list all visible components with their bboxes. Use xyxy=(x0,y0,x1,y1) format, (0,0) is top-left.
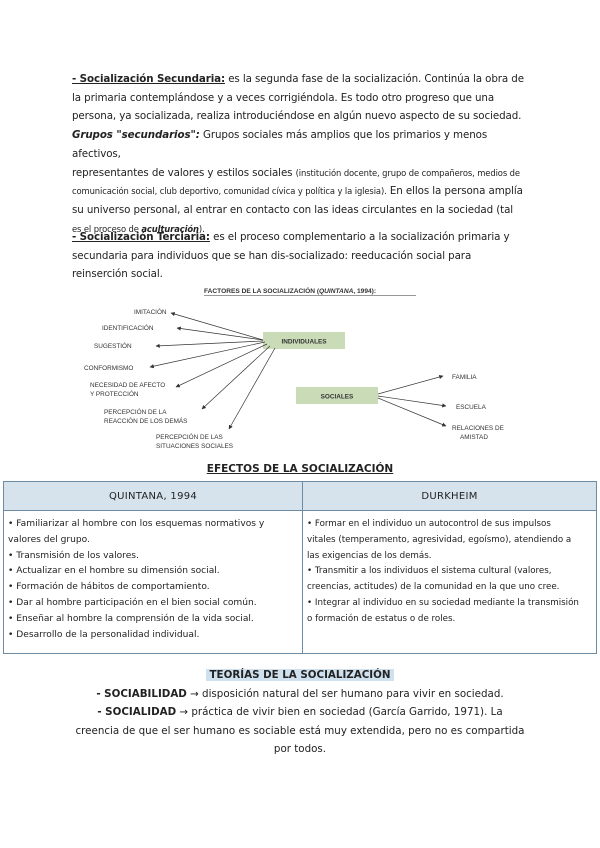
grupos-label: Grupos "secundarios": xyxy=(72,129,200,142)
socialidad-label: - SOCIALIDAD xyxy=(97,706,177,718)
text-line: por todos. xyxy=(273,743,327,755)
text-line: → práctica de vivir bien en sociedad (García Garrido, 1971). La xyxy=(176,706,503,718)
factor-label: IDENTIFICACIÓN xyxy=(102,325,154,332)
effect-line: o formación de estatus o de roles. xyxy=(307,613,456,624)
efectos-title: EFECTOS DE LA SOCIALIZACIÓN xyxy=(206,463,394,475)
factor-label: NECESIDAD DE AFECTO xyxy=(90,382,166,389)
effect-line: • Familiarizar al hombre con los esquemas normativos y xyxy=(8,519,265,529)
effect-line: • Transmisión de los valores. xyxy=(8,550,139,561)
teorias-section xyxy=(60,666,540,759)
text-small: es el proceso de xyxy=(72,223,142,234)
text-line: la primaria contemplándose y a veces corrigiéndola. Es todo otro progreso que una xyxy=(72,91,495,104)
effect-line: • Enseñar al hombre la comprensión de la vida social. xyxy=(8,613,254,624)
secundaria-label: - Socialización Secundaria: xyxy=(72,73,226,85)
text-line: su universo personal, al entrar en contacto con las ideas circulantes en la sociedad (tal xyxy=(72,203,514,216)
factor-label: PERCEPCIÓN DE LA xyxy=(104,409,167,416)
text-line: es el proceso complementario a la socialización primaria y xyxy=(209,231,510,243)
text-line: creencia de que el ser humano es sociable está muy extendida, pero no es compartida xyxy=(75,724,525,737)
effect-line: • Actualizar en el hombre su dimensión social. xyxy=(8,566,220,577)
factor-label: SUGESTIÓN xyxy=(94,343,132,350)
text-small: comunicación social, club deportivo, comunidad cívica y política y la iglesia). xyxy=(72,186,387,197)
effect-line: • Desarrollo de la personalidad individual. xyxy=(8,629,200,640)
effect-line: • Transmitir a los individuos el sistema cultural (valores, xyxy=(307,566,552,577)
quintana-cell xyxy=(4,511,303,654)
text-line: Grupos sociales más amplios que los primarios y menos afectivos, xyxy=(72,129,488,160)
effect-line: vitales (temperamento, agresividad, egoísmo), atendiendo a xyxy=(307,534,572,545)
factor-label: SITUACIONES SOCIALES xyxy=(156,443,234,450)
text-line: → disposición natural del ser humano para vivir en sociedad. xyxy=(186,687,504,700)
effect-line: • Dar al hombre participación en el bien social común. xyxy=(8,597,257,608)
text-line: persona, ya socializada, realiza introduciéndose en algún nuevo aspecto de su sociedad. xyxy=(72,110,522,123)
effect-line: • Formar en el individuo un autocontrol de sus impulsos xyxy=(307,519,551,529)
effect-line: las exigencias de los demás. xyxy=(307,550,432,561)
col-header-durkheim: DURKHEIM xyxy=(303,482,597,511)
text-small: (institución docente, grupo de compañeros, medios de xyxy=(295,167,520,178)
text-line: representantes de valores y estilos sociales xyxy=(72,166,296,179)
factor-label: RELACIONES DE xyxy=(452,425,504,432)
factor-label: IMITACIÓN xyxy=(134,309,167,316)
factor-label: Y PROTECCIÓN xyxy=(90,391,139,398)
factor-label: CONFORMISMO xyxy=(84,365,134,372)
sociales-label: SOCIALES xyxy=(320,393,354,401)
aculturacion-term: aculturación xyxy=(141,223,199,234)
factor-label: FAMILIA xyxy=(452,374,477,381)
col-header-quintana: QUINTANA, 1994 xyxy=(4,482,303,511)
text-line: es la segunda fase de la socialización. Continúa la obra de xyxy=(225,73,524,85)
text-small: ). xyxy=(198,223,205,234)
effect-line: creencias, actitudes) de la comunidad en la que uno cree. xyxy=(307,582,560,593)
factor-label: REACCIÓN DE LOS DEMÁS xyxy=(104,418,188,425)
factors-diagram xyxy=(80,286,530,456)
effect-line: • Integrar al individuo en su sociedad mediante la transmisión xyxy=(307,597,579,608)
terciaria-label: - Socialización Terciaria: xyxy=(72,231,210,243)
efectos-table xyxy=(3,481,597,654)
sociabilidad-label: - SOCIABILIDAD xyxy=(96,687,187,700)
factor-label: ESCUELA xyxy=(456,404,486,411)
effect-line: • Formación de hábitos de comportamiento. xyxy=(8,582,210,593)
terciaria-paragraph xyxy=(72,228,528,284)
factor-label: PERCEPCIÓN DE LAS xyxy=(156,434,223,441)
secundaria-paragraph xyxy=(72,70,528,238)
teorias-title: TEORÍAS DE LA SOCIALIZACIÓN xyxy=(206,669,395,681)
diagram-title: FACTORES DE LA SOCIALIZACIÓN (QUINTANA, 1994): xyxy=(204,288,377,295)
durkheim-cell xyxy=(303,511,597,654)
text-line: reinserción social. xyxy=(72,268,163,281)
text-line: secundaria para individuos que se han dis-socializado: reeducación social para xyxy=(72,249,472,262)
text-line: En ellos la persona amplía xyxy=(386,185,523,198)
factor-label: AMISTAD xyxy=(460,434,488,441)
individuales-label: INDIVIDUALES xyxy=(281,338,327,346)
effect-line: valores del grupo. xyxy=(8,534,90,545)
